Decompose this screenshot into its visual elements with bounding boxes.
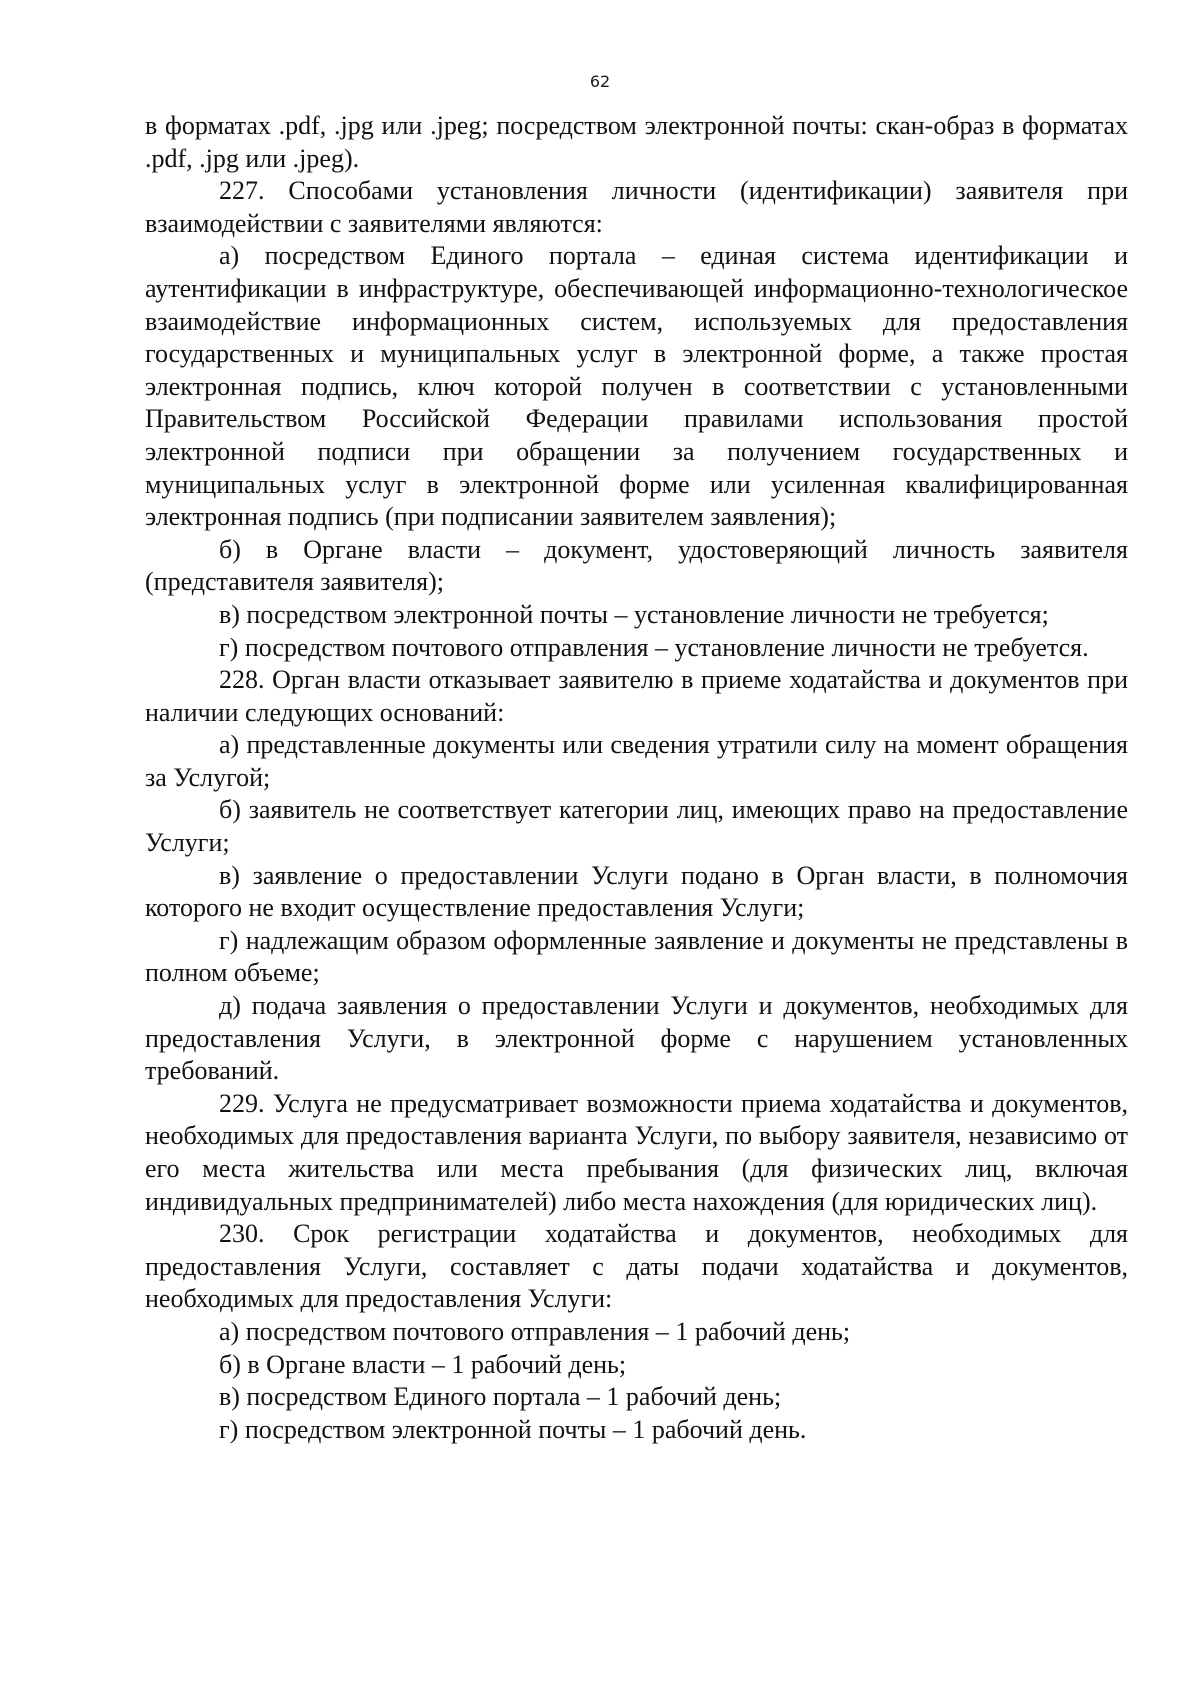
paragraph: в форматах .pdf, .jpg или .jpeg; посредством электронной почты: скан-образ в форматах .pdf, .jpg или .jpeg).	[145, 111, 1128, 173]
page-number: 62	[589, 72, 611, 91]
paragraph: в) посредством Единого портала – 1 рабочий день;	[219, 1382, 782, 1412]
paragraph: 228. Орган власти отказывает заявителю в приеме ходатайства и документов при наличии следующих оснований:	[145, 665, 1128, 727]
paragraph: а) посредством Единого портала – единая система идентификации и аутентификации в инфраструктуре, обеспечивающей информационно-технологическое взаимодействие информационных систем, используемых для предоставления государственных и муниципальных услуг в электронной форме, а также простая электронная подпись, ключ которой получен в соответствии с установленными Правительством Российской Федерации правилами использования простой электронной подписи при обращении за получением государственных и муниципальных услуг в электронной форме или усиленная квалифицированная электронная подпись (при подписании заявителем заявления);	[145, 241, 1128, 532]
paragraph: г) посредством почтового отправления – установление личности не требуется.	[219, 632, 1089, 662]
paragraph: 227. Способами установления личности (идентификации) заявителя при взаимодействии с заявителями являются:	[145, 176, 1128, 238]
paragraph: б) заявитель не соответствует категории лиц, имеющих право на предоставление Услуги;	[145, 795, 1128, 858]
paragraph: 230. Срок регистрации ходатайства и документов, необходимых для предоставления Услуги, составляет с даты подачи ходатайства и документов, необходимых для предоставления Услуги:	[145, 1219, 1128, 1314]
paragraph: б) в Органе власти – 1 рабочий день;	[219, 1349, 627, 1379]
paragraph: б) в Органе власти – документ, удостоверяющий личность заявителя (представителя заявителя);	[145, 534, 1128, 597]
paragraph: г) надлежащим образом оформленные заявление и документы не представлены в полном объеме;	[145, 925, 1128, 988]
paragraph: д) подача заявления о предоставлении Услуги и документов, необходимых для предоставления Услуги, в электронной форме с нарушением установленных требований.	[145, 991, 1128, 1086]
paragraph: а) посредством почтового отправления – 1 рабочий день;	[219, 1316, 851, 1346]
paragraph: а) представленные документы или сведения утратили силу на момент обращения за Услугой;	[145, 730, 1128, 792]
paragraph: 229. Услуга не предусматривает возможности приема ходатайства и документов, необходимых для предоставления варианта Услуги, по выбору заявителя, независимо от его места жительства или места пребывания (для физических лиц, включая индивидуальных предпринимателей) либо места нахождения (для юридических лиц).	[145, 1088, 1128, 1216]
document-body	[145, 110, 1128, 1446]
paragraph: в) посредством электронной почты – установление личности не требуется;	[219, 599, 1049, 629]
paragraph: в) заявление о предоставлении Услуги подано в Орган власти, в полномочия которого не входит осуществление предоставления Услуги;	[145, 860, 1128, 923]
paragraph: г) посредством электронной почты – 1 рабочий день.	[219, 1414, 807, 1444]
